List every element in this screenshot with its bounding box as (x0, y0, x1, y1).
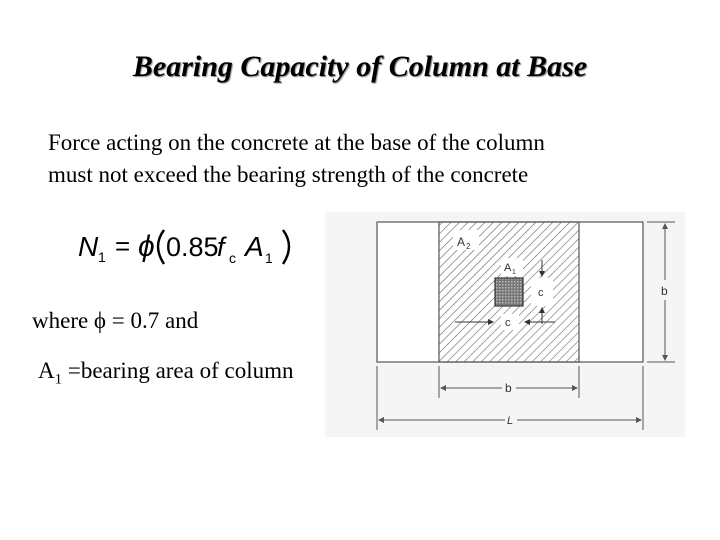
a1-subscript: 1 (54, 371, 63, 388)
label-l: L (507, 415, 514, 427)
bearing-formula (78, 222, 308, 270)
formula-left-paren (158, 230, 164, 264)
a1-symbol: A (38, 358, 55, 383)
intro-line-2: must not exceed the bearing strength of the concrete (48, 162, 529, 187)
a1-definition (38, 358, 294, 389)
formula-equals: = (115, 231, 131, 261)
formula-f: f (217, 232, 225, 262)
label-c-vertical: c (538, 287, 544, 299)
label-a1-subscript: 1 (512, 269, 516, 276)
label-b-bottom: b (505, 381, 512, 395)
formula-area: A (245, 231, 264, 262)
a1-description: =bearing area of column (62, 358, 294, 383)
intro-line-1: Force acting on the concrete at the base of the column (48, 130, 545, 155)
label-a1: A (504, 262, 512, 274)
formula-phi: ϕ (138, 230, 155, 263)
intro-text (48, 127, 688, 191)
area-a1-column (495, 278, 523, 306)
formula-lhs-subscript: 1 (98, 249, 106, 265)
formula-coefficient: 0.85 (166, 232, 219, 262)
label-c-horizontal: c (505, 317, 511, 329)
label-a2: A (457, 235, 466, 249)
formula-lhs: N (78, 231, 99, 262)
label-b-right: b (661, 284, 668, 298)
formula-right-paren (283, 230, 289, 264)
formula-f-subscript: c (229, 250, 236, 266)
label-a2-subscript: 2 (466, 242, 471, 251)
slide-title: Bearing Capacity of Column at Base (132, 50, 588, 83)
bearing-area-diagram (325, 212, 685, 437)
formula-area-subscript: 1 (265, 250, 273, 266)
phi-definition: where ϕ = 0.7 and (32, 308, 199, 333)
